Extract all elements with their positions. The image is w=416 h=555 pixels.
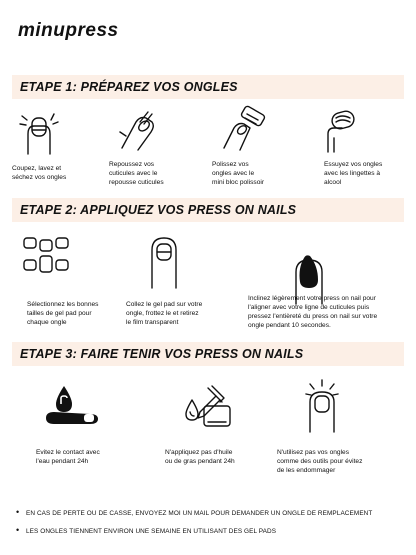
note-item: • LES ONGLES TIENNENT ENVIRON UNE SEMAINE EN UTILISANT DES GEL PADS [16,527,408,536]
step2-caption-2: Collez le gel pad sur votre ongle, frottez le et retirez le film transparent [126,301,203,326]
cuticle-pusher-icon [118,108,158,150]
nail-tool-icon [302,378,342,432]
buffer-block-icon [220,108,266,150]
step2-caption-3: Inclinez légèrement votre press on nail pour l'aligner avec votre ligne de cuticules puis pressez l'entièreté du press on nail sur votre ongle pendant 10 secondes. [248,295,378,329]
step3-title: ETAPE 3: FAIRE TENIR VOS PRESS ON NAILS [20,347,304,361]
notes-list [16,509,408,545]
step2-caption-1: Sélectionnez les bonnes tailles de gel pad pour chaque ongle [27,301,99,326]
step1-caption-2: Repoussez vos cuticules avec le repousse cuticules [109,161,164,186]
oil-dropper-icon [178,382,234,430]
step3-caption-3: N'utilisez pas vos ongles comme des outils pour évitez de les endommager [277,449,363,474]
step1-title: ETAPE 1: PRÉPAREZ VOS ONGLES [20,80,238,94]
step1-header [12,75,404,99]
step3-caption-2: N'appliquez pas d'huile ou de gras pendant 24h [165,449,235,465]
hand-wash-icon [18,110,60,156]
water-drop-icon [40,384,104,426]
note-item: • EN CAS DE PERTE OU DE CASSE, ENVOYEZ MOI UN MAIL POUR DEMANDER UN ONGLE DE REMPLACEMENT [16,509,408,518]
step2-header [12,198,404,222]
step1-caption-3: Polissez vos ongles avec le mini bloc polissoir [212,161,265,186]
brand-logo: minupress [18,20,119,41]
step3-caption-1: Evitez le contact avec l'eau pendant 24h [36,449,100,465]
finger-gel-icon [148,236,180,288]
step3-header [12,342,404,366]
gel-pads-icon [22,236,70,276]
step1-caption-1: Coupez, lavez et séchez vos ongles [12,165,67,181]
step2-title: ETAPE 2: APPLIQUEZ VOS PRESS ON NAILS [20,203,297,217]
step1-caption-4: Essuyez vos ongles avec les lingettes à alcool [324,161,383,186]
wipe-icon [320,108,366,154]
